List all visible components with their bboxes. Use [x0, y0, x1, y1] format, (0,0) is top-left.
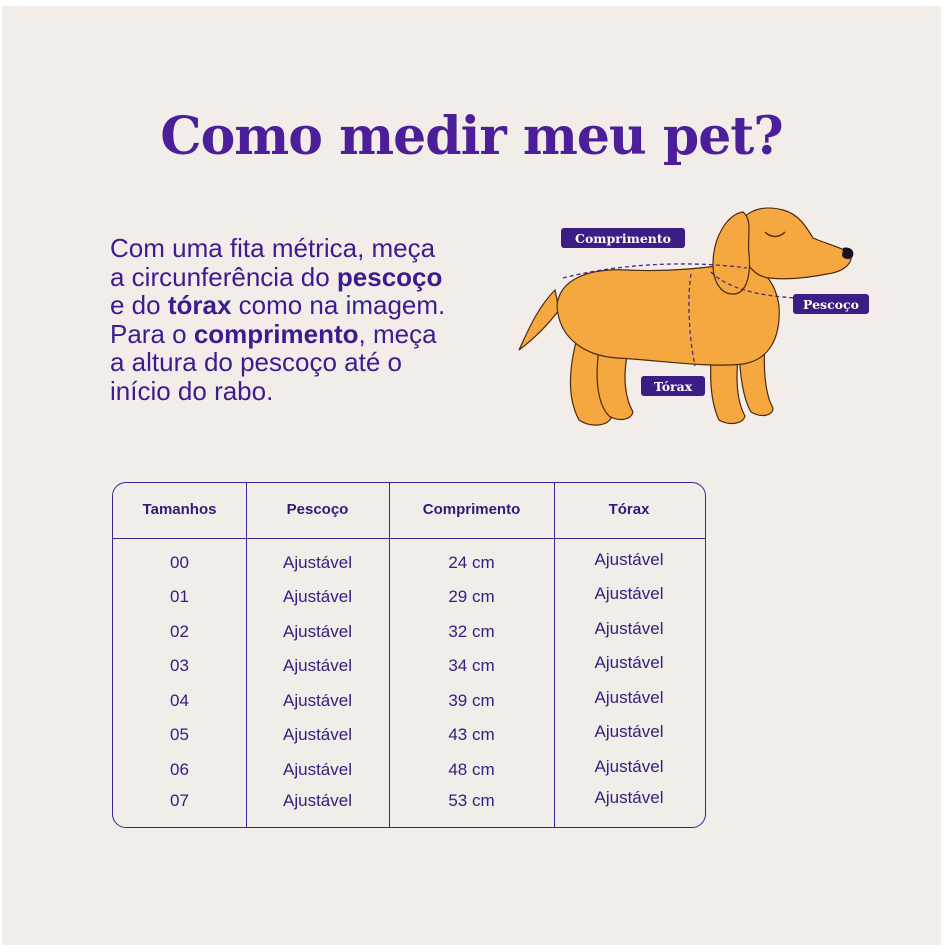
intro-line: e do tórax como na imagem. — [110, 290, 446, 320]
neck-label — [793, 294, 869, 314]
length-label — [561, 228, 685, 248]
chest-label — [641, 376, 705, 396]
table-cell: 04 — [170, 691, 189, 710]
intro-line: a altura do pescoço até o — [110, 347, 402, 377]
table-cell: 06 — [170, 760, 189, 779]
table-header-divider — [113, 538, 705, 539]
dog-nose — [842, 247, 853, 259]
table-cell: Ajustável — [594, 550, 664, 569]
table-cell: 00 — [170, 553, 189, 572]
dog-head — [739, 208, 851, 279]
svg-text:Pescoço: Pescoço — [803, 297, 859, 312]
header-sizes: Tamanhos — [142, 501, 217, 518]
table-cell: 48 cm — [448, 760, 495, 779]
table-cell: 01 — [170, 587, 189, 606]
table-cell: Ajustável — [594, 653, 664, 672]
svg-text:Tórax: Tórax — [653, 379, 693, 394]
dog-ear — [713, 212, 749, 294]
size-guide-card — [2, 6, 941, 945]
table-cell: Ajustável — [594, 619, 664, 638]
header-neck: Pescoço — [286, 501, 349, 518]
table-cell: 34 cm — [448, 656, 495, 675]
table-cell: Ajustável — [283, 691, 352, 710]
page-title: Como medir meu pet? — [160, 106, 783, 167]
table-cell: 03 — [170, 656, 189, 675]
table-cell: Ajustável — [594, 757, 664, 776]
table-cell: Ajustável — [594, 722, 664, 741]
intro-line: Com uma fita métrica, meça — [110, 233, 436, 263]
table-cell: 32 cm — [448, 622, 495, 641]
table-cell: 29 cm — [448, 587, 495, 606]
intro-text — [110, 234, 510, 405]
intro-line: Para o comprimento, meça — [110, 318, 437, 349]
table-cell: Ajustável — [283, 587, 352, 606]
size-table — [112, 482, 706, 828]
table-cell: 05 — [170, 725, 189, 744]
header-length: Comprimento — [422, 501, 521, 518]
table-cell: 39 cm — [448, 691, 495, 710]
table-cell: Ajustável — [283, 622, 352, 641]
table-cell: 53 cm — [448, 791, 495, 810]
table-cell: Ajustável — [283, 656, 352, 675]
dog-tail — [519, 290, 559, 350]
table-cell: Ajustável — [594, 688, 664, 707]
table-cell: 02 — [170, 622, 189, 641]
table-cell: Ajustável — [594, 584, 664, 603]
intro-bold-length: comprimento — [193, 318, 359, 349]
table-cell: Ajustável — [283, 760, 352, 779]
intro-line: a circunferência do pescoço — [110, 261, 443, 292]
svg-text:Comprimento: Comprimento — [575, 231, 671, 246]
table-cell: 24 cm — [448, 553, 495, 572]
table-cell: Ajustável — [283, 553, 352, 572]
intro-line: início do rabo. — [110, 375, 274, 406]
table-cell: 07 — [170, 791, 189, 810]
header-chest: Tórax — [608, 501, 650, 518]
dog-illustration — [507, 198, 887, 438]
table-cell: Ajustável — [283, 791, 352, 810]
table-cell: Ajustável — [594, 788, 664, 807]
intro-bold-chest: tórax — [167, 290, 232, 320]
table-cell: Ajustável — [283, 725, 352, 744]
intro-bold-neck: pescoço — [336, 261, 443, 292]
table-cell: 43 cm — [448, 725, 495, 744]
